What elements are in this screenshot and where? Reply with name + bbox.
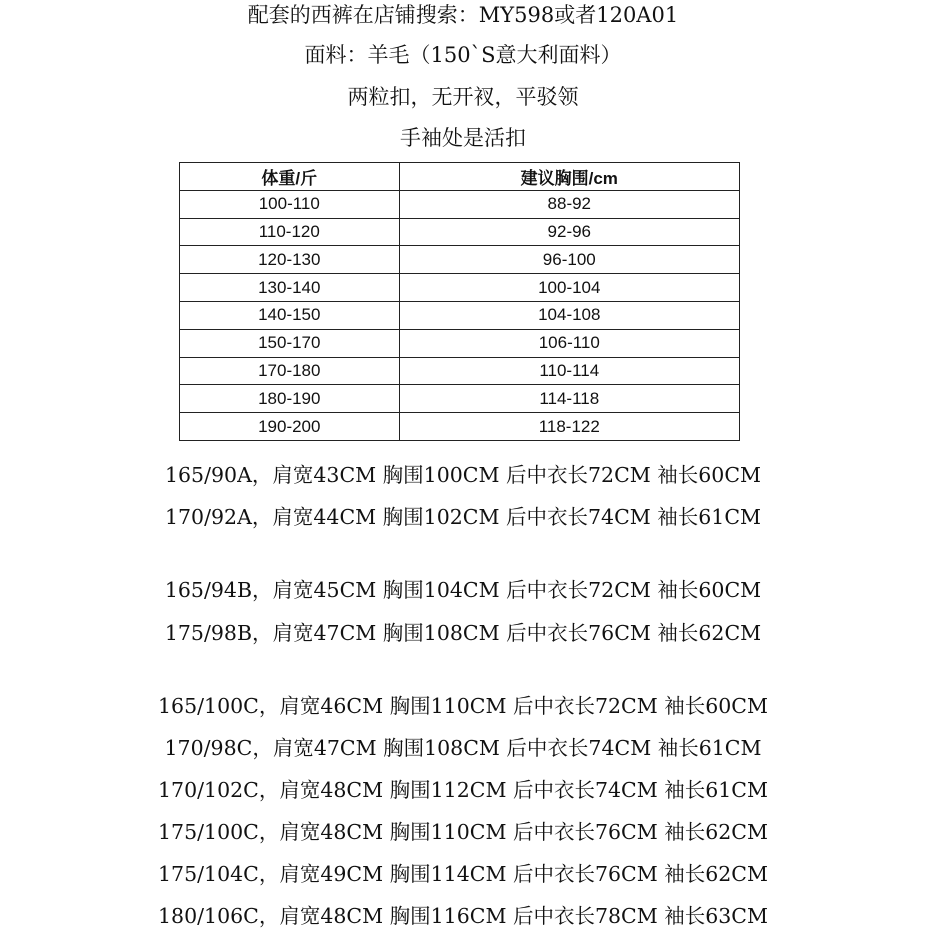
weight-cell: 100-110 [180, 190, 400, 218]
size-spec-line: 170/98C，肩宽47CM 胸围108CM 后中衣长74CM 袖长61CM [164, 736, 762, 760]
table-row [180, 246, 740, 274]
size-spec-line: 170/92A，肩宽44CM 胸围102CM 后中衣长74CM 袖长61CM [164, 505, 762, 529]
weight-cell: 120-130 [180, 246, 400, 274]
weight-chest-table [179, 162, 740, 441]
chest-cell: 106-110 [399, 329, 739, 357]
chest-cell: 118-122 [399, 413, 739, 441]
chest-cell: 114-118 [399, 385, 739, 413]
chest-cell: 100-104 [399, 274, 739, 302]
table-row [180, 190, 740, 218]
weight-cell: 110-120 [180, 218, 400, 246]
size-spec-line: 170/102C，肩宽48CM 胸围112CM 后中衣长74CM 袖长61CM [158, 778, 768, 802]
header-weight: 体重/斤 [180, 163, 400, 191]
table-row [180, 274, 740, 302]
size-spec-line: 165/100C，肩宽46CM 胸围110CM 后中衣长72CM 袖长60CM [158, 694, 768, 718]
size-spec-line: 165/90A，肩宽43CM 胸围100CM 后中衣长72CM 袖长60CM [164, 463, 762, 487]
matching-trousers-line: 配套的西裤在店铺搜索：MY598或者120A01 [247, 3, 679, 27]
style-line: 两粒扣，无开衩，平驳领 [347, 85, 579, 109]
weight-cell: 140-150 [180, 301, 400, 329]
size-spec-line: 165/94B，肩宽45CM 胸围104CM 后中衣长72CM 袖长60CM [164, 578, 762, 602]
size-spec-line: 175/98B，肩宽47CM 胸围108CM 后中衣长76CM 袖长62CM [164, 621, 762, 645]
weight-cell: 150-170 [180, 329, 400, 357]
weight-cell: 170-180 [180, 357, 400, 385]
header-chest: 建议胸围/cm [399, 163, 739, 191]
fabric-line: 面料：羊毛（150`S意大利面料） [304, 43, 622, 67]
chest-cell: 88-92 [399, 190, 739, 218]
size-spec-line: 175/104C，肩宽49CM 胸围114CM 后中衣长76CM 袖长62CM [158, 862, 768, 886]
weight-cell: 130-140 [180, 274, 400, 302]
table-row [180, 385, 740, 413]
weight-cell: 180-190 [180, 385, 400, 413]
table-row [180, 329, 740, 357]
chest-cell: 96-100 [399, 246, 739, 274]
size-spec-line: 175/100C，肩宽48CM 胸围110CM 后中衣长76CM 袖长62CM [158, 820, 768, 844]
chest-cell: 92-96 [399, 218, 739, 246]
chest-cell: 110-114 [399, 357, 739, 385]
size-spec-line: 180/106C，肩宽48CM 胸围116CM 后中衣长78CM 袖长63CM [158, 904, 768, 928]
table-row [180, 301, 740, 329]
weight-cell: 190-200 [180, 413, 400, 441]
chest-cell: 104-108 [399, 301, 739, 329]
table-header-row [180, 163, 740, 191]
table-row [180, 357, 740, 385]
table-row [180, 218, 740, 246]
table-row [180, 413, 740, 441]
cuff-line: 手袖处是活扣 [400, 126, 526, 150]
